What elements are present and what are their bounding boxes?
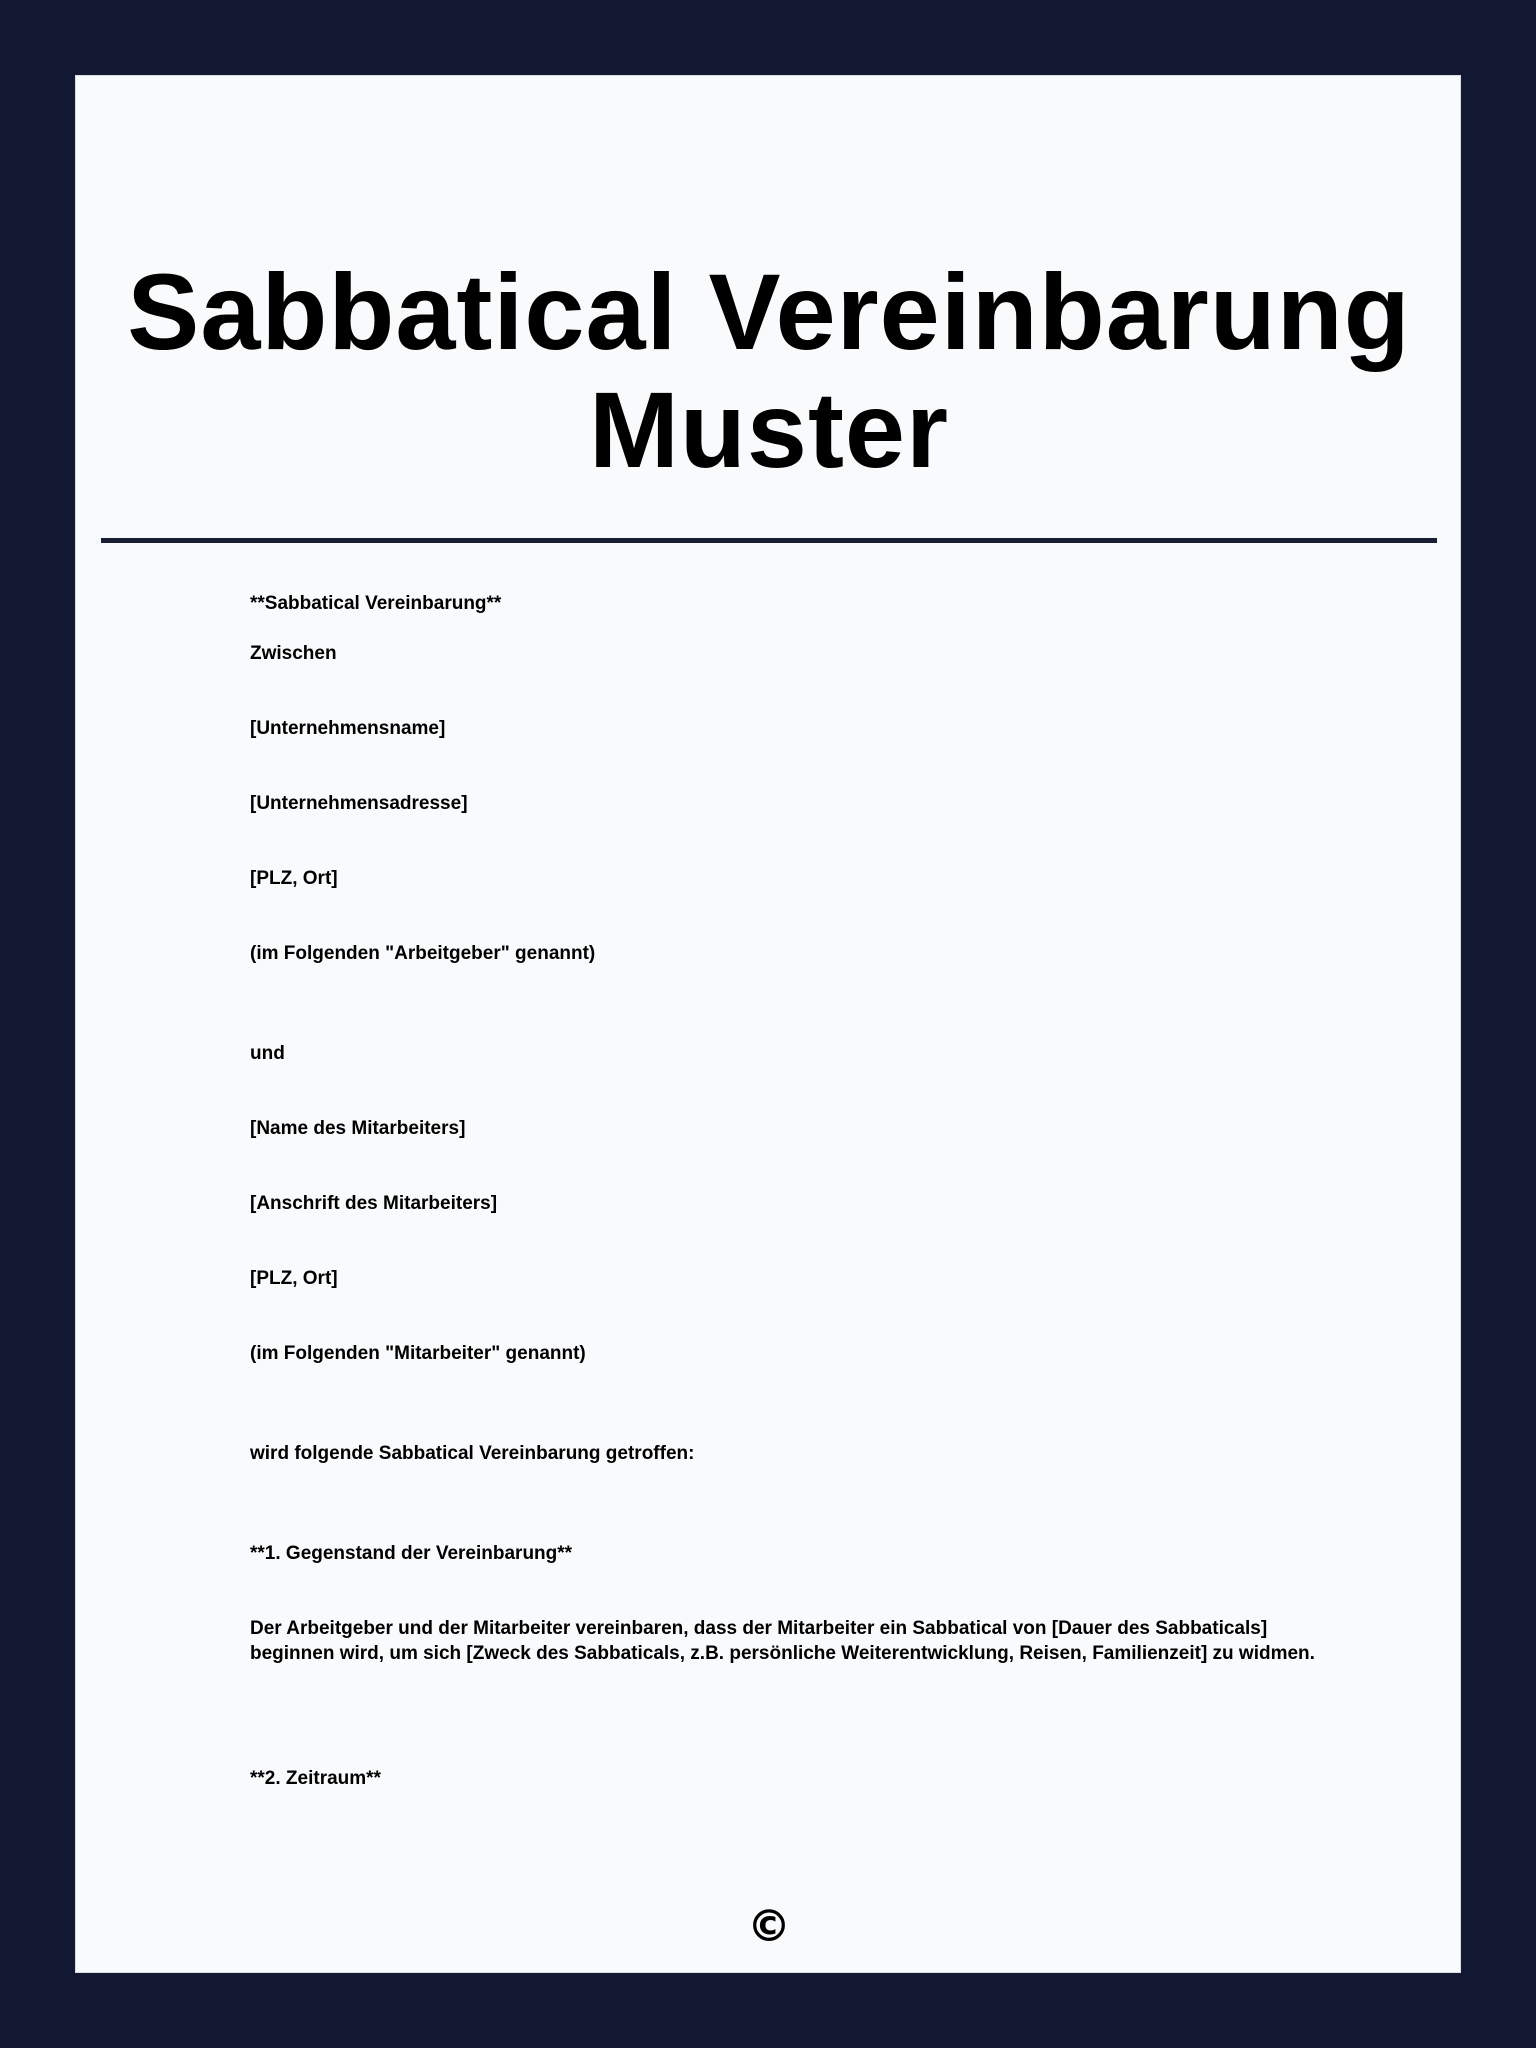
copyright-icon: © — [747, 1901, 791, 1952]
doc-line-employee-note: (im Folgenden "Mitarbeiter" genannt) — [250, 1343, 586, 1364]
document-title — [101, 253, 1437, 489]
doc-line-employer-note: (im Folgenden "Arbeitgeber" genannt) — [250, 943, 596, 964]
doc-section-1-text: Der Arbeitgeber und der Mitarbeiter vereinbaren, dass der Mitarbeiter ein Sabbatical von [Dauer des Sabbaticals] beginnen wird, um sich [Zweck des Sabbaticals, z.B. persönliche Weiterentwicklung, Reisen, Familienzeit] zu widmen. — [250, 1618, 1315, 1664]
doc-line-company-address: [Unternehmensadresse] — [250, 793, 468, 814]
doc-section-1-heading: **1. Gegenstand der Vereinbarung** — [250, 1543, 573, 1564]
doc-line-und: und — [250, 1043, 285, 1064]
title-divider — [101, 538, 1437, 543]
doc-line-company-name: [Unternehmensname] — [250, 718, 446, 739]
doc-heading: **Sabbatical Vereinbarung** — [250, 593, 502, 614]
doc-line-employee-address: [Anschrift des Mitarbeiters] — [250, 1193, 498, 1214]
doc-line-employee-zip: [PLZ, Ort] — [250, 1268, 338, 1289]
document-page — [75, 75, 1461, 1973]
doc-line-zwischen: Zwischen — [250, 643, 337, 664]
title-line-1: Sabbatical Vereinbarung — [127, 251, 1411, 372]
doc-line-agreement-intro: wird folgende Sabbatical Vereinbarung getroffen: — [250, 1443, 695, 1464]
doc-line-company-zip: [PLZ, Ort] — [250, 868, 338, 889]
title-line-2: Muster — [588, 369, 950, 490]
doc-line-employee-name: [Name des Mitarbeiters] — [250, 1118, 466, 1139]
doc-section-2-heading: **2. Zeitraum** — [250, 1768, 381, 1789]
